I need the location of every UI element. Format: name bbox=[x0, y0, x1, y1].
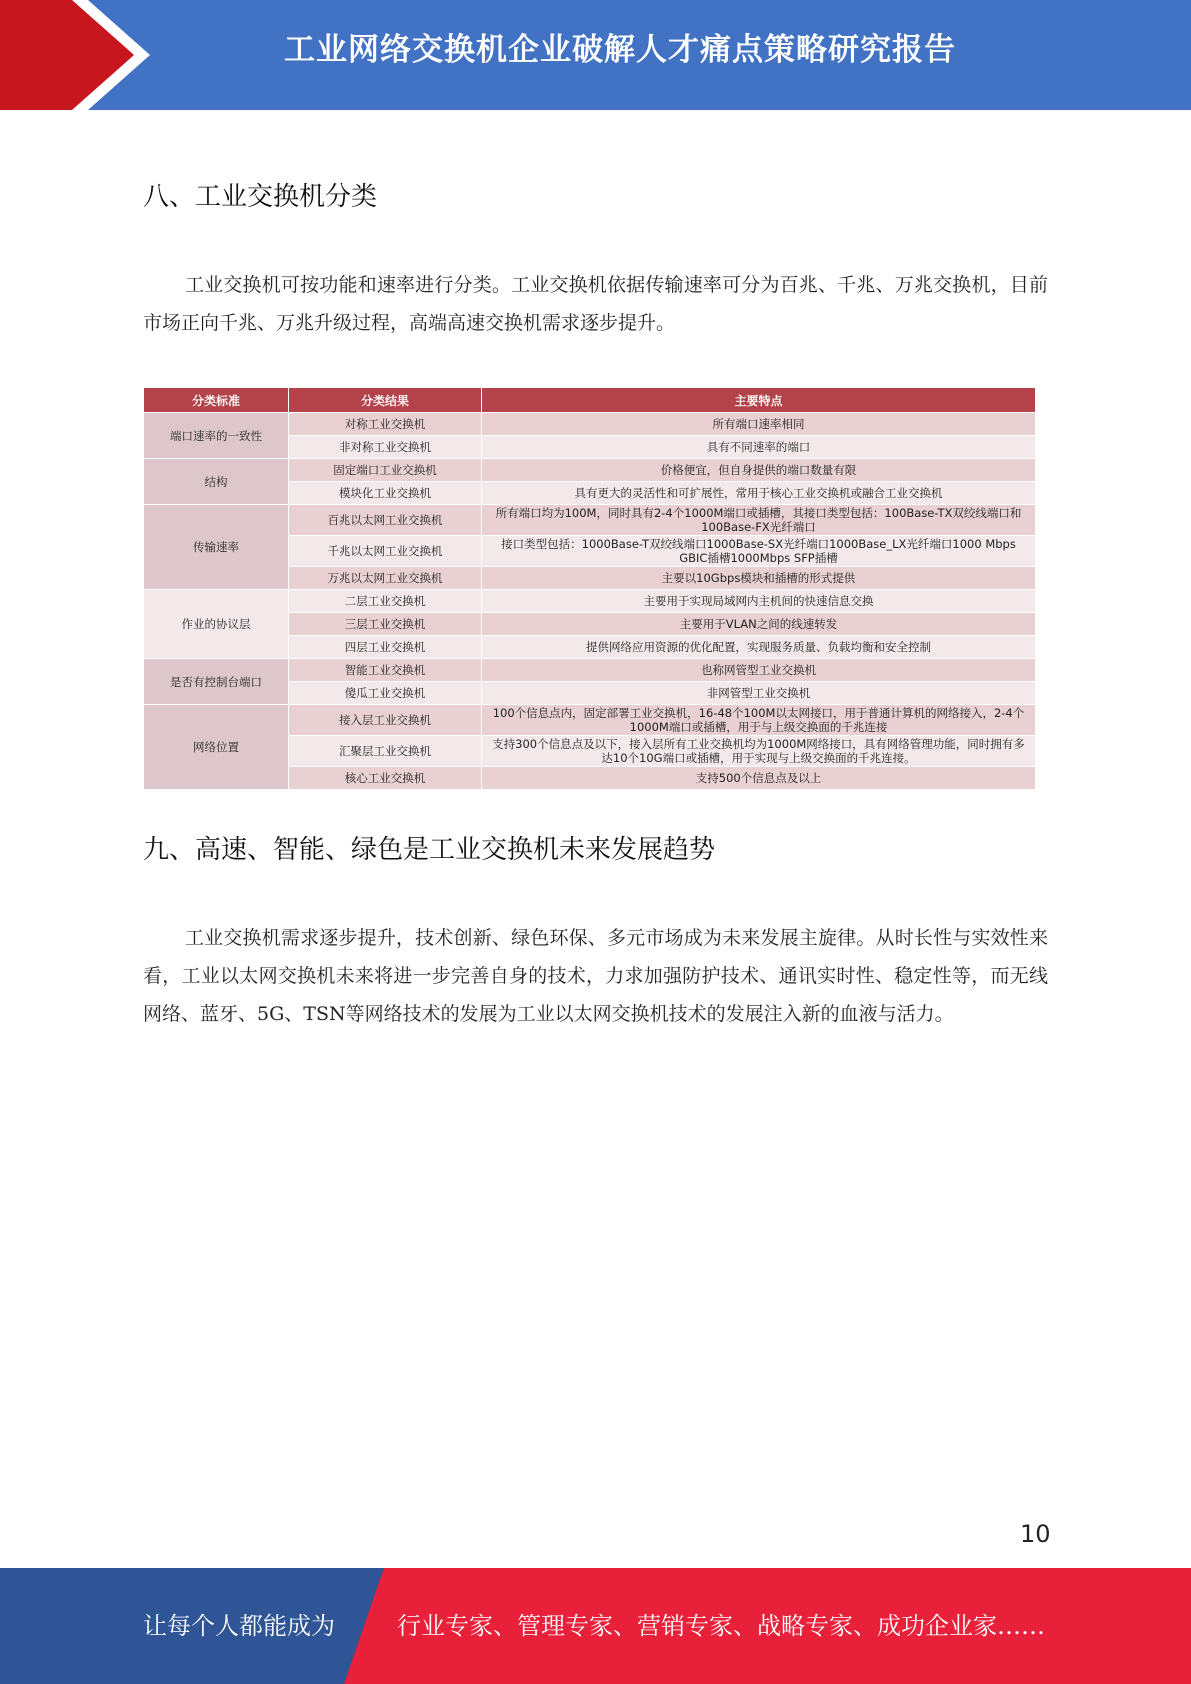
feature-cell: 主要用于实现局域网内主机间的快速信息交换 bbox=[482, 590, 1036, 613]
page-number: 10 bbox=[1020, 1520, 1051, 1548]
column-header: 分类结果 bbox=[289, 388, 482, 413]
category-cell: 端口速率的一致性 bbox=[144, 413, 289, 459]
feature-cell: 100个信息点内，固定部署工业交换机，16-48个100M以太网接口，用于普通计算机的网络接入，2-4个1000M端口或插槽，用于与上级交换面的千兆连接 bbox=[482, 705, 1036, 736]
category-cell: 结构 bbox=[144, 459, 289, 505]
category-cell: 网络位置 bbox=[144, 705, 289, 790]
feature-cell: 具有更大的灵活性和可扩展性，常用于核心工业交换机或融合工业交换机 bbox=[482, 482, 1036, 505]
feature-cell: 所有端口均为100M，同时具有2-4个1000M端口或插槽，其接口类型包括：100Base-TX双绞线端口和100Base-FX光纤端口 bbox=[482, 505, 1036, 536]
feature-cell: 支持500个信息点及以上 bbox=[482, 767, 1036, 790]
result-cell: 对称工业交换机 bbox=[289, 413, 482, 436]
page-footer bbox=[0, 1568, 1191, 1684]
feature-cell: 接口类型包括：1000Base-T双绞线端口1000Base-SX光纤端口1000Base_LX光纤端口1000 Mbps GBIC插槽1000Mbps SFP插槽 bbox=[482, 536, 1036, 567]
result-cell: 三层工业交换机 bbox=[289, 613, 482, 636]
column-header: 分类标准 bbox=[144, 388, 289, 413]
section-9-heading: 九、高速、智能、绿色是工业交换机未来发展趋势 bbox=[143, 835, 716, 865]
footer-slogan-left: 让每个人都能成为 bbox=[143, 1612, 335, 1640]
section-8-paragraph: 工业交换机可按功能和速率进行分类。工业交换机依据传输速率可分为百兆、千兆、万兆交换机，目前市场正向千兆、万兆升级过程，高端高速交换机需求逐步提升。 bbox=[143, 274, 1048, 334]
result-cell: 非对称工业交换机 bbox=[289, 436, 482, 459]
feature-cell: 主要以10Gbps模块和插槽的形式提供 bbox=[482, 567, 1036, 590]
feature-cell: 价格便宜，但自身提供的端口数量有限 bbox=[482, 459, 1036, 482]
report-title: 工业网络交换机企业破解人才痛点策略研究报告 bbox=[284, 32, 956, 68]
result-cell: 万兆以太网工业交换机 bbox=[289, 567, 482, 590]
section-9-paragraph: 工业交换机需求逐步提升，技术创新、绿色环保、多元市场成为未来发展主旋律。从时长性与实效性来看，工业以太网交换机未来将进一步完善自身的技术，力求加强防护技术、通讯实时性、稳定性等，而无线网络、蓝牙、5G、TSN等网络技术的发展为工业以太网交换机技术的发展注入新的血液与活力。 bbox=[143, 927, 1048, 1025]
table-row bbox=[144, 659, 1036, 682]
result-cell: 汇聚层工业交换机 bbox=[289, 736, 482, 767]
column-header: 主要特点 bbox=[482, 388, 1036, 413]
section-8-heading: 八、工业交换机分类 bbox=[143, 182, 378, 212]
result-cell: 百兆以太网工业交换机 bbox=[289, 505, 482, 536]
header-chevron-decoration bbox=[0, 0, 150, 110]
table-row bbox=[144, 705, 1036, 736]
feature-cell: 所有端口速率相同 bbox=[482, 413, 1036, 436]
result-cell: 模块化工业交换机 bbox=[289, 482, 482, 505]
table-row bbox=[144, 590, 1036, 613]
result-cell: 傻瓜工业交换机 bbox=[289, 682, 482, 705]
result-cell: 千兆以太网工业交换机 bbox=[289, 536, 482, 567]
footer-slogan-right: 行业专家、管理专家、营销专家、战略专家、成功企业家…… bbox=[397, 1612, 1045, 1640]
category-cell: 传输速率 bbox=[144, 505, 289, 590]
table-row bbox=[144, 413, 1036, 436]
feature-cell: 具有不同速率的端口 bbox=[482, 436, 1036, 459]
result-cell: 固定端口工业交换机 bbox=[289, 459, 482, 482]
table-row bbox=[144, 505, 1036, 536]
result-cell: 智能工业交换机 bbox=[289, 659, 482, 682]
classification-table-container bbox=[143, 387, 1035, 790]
classification-table bbox=[143, 387, 1036, 790]
feature-cell: 非网管型工业交换机 bbox=[482, 682, 1036, 705]
category-cell: 作业的协议层 bbox=[144, 590, 289, 659]
table-header-row bbox=[144, 388, 1036, 413]
result-cell: 二层工业交换机 bbox=[289, 590, 482, 613]
page-header bbox=[0, 0, 1191, 110]
feature-cell: 提供网络应用资源的优化配置，实现服务质量、负载均衡和安全控制 bbox=[482, 636, 1036, 659]
result-cell: 接入层工业交换机 bbox=[289, 705, 482, 736]
feature-cell: 支持300个信息点及以下，接入层所有工业交换机均为1000M网络接口，具有网络管理功能，同时拥有多达10个10G端口或插槽，用于实现与上级交换面的千兆连接。 bbox=[482, 736, 1036, 767]
feature-cell: 主要用于VLAN之间的线速转发 bbox=[482, 613, 1036, 636]
feature-cell: 也称网管型工业交换机 bbox=[482, 659, 1036, 682]
result-cell: 核心工业交换机 bbox=[289, 767, 482, 790]
table-row bbox=[144, 459, 1036, 482]
result-cell: 四层工业交换机 bbox=[289, 636, 482, 659]
category-cell: 是否有控制台端口 bbox=[144, 659, 289, 705]
